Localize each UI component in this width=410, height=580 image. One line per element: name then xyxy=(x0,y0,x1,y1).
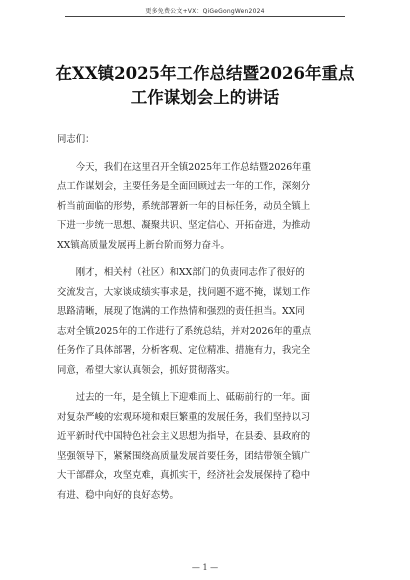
title-line-2: 工作谋划会上的讲话 xyxy=(130,88,280,107)
paragraph-line: 交流发言，大家谈成绩实事求是，找问题不遮不掩，谋划工作 xyxy=(57,286,311,298)
paragraph-3 xyxy=(57,388,357,505)
paragraph-line: XX镇高质量发展再上新台阶而努力奋斗。 xyxy=(57,239,230,251)
paragraph-1 xyxy=(57,158,357,256)
paragraph-line: 大干部群众，攻坚克难，真抓实干，经济社会发展保持了稳中 xyxy=(57,470,311,481)
paragraph-gap xyxy=(57,380,357,388)
paragraph-line: 近平新时代中国特色社会主义思想为指导，在县委、县政府的 xyxy=(57,431,311,442)
paragraph-2 xyxy=(57,263,357,380)
title-line-1: 在XX镇2025年工作总结暨2026年重点 xyxy=(55,64,355,83)
paragraph-line: 对复杂严峻的宏观环境和艰巨繁重的发展任务，我们坚持以习 xyxy=(57,411,311,423)
paragraph-line: 析当前面临的形势，系统部署新一年的目标任务，动员全镇上 xyxy=(57,200,311,212)
document-body xyxy=(57,130,357,505)
paragraph-line: 志对全镇2025年的工作进行了系统总结，并对2026年的重点 xyxy=(57,325,311,337)
paragraph-gap xyxy=(57,255,357,263)
paragraph-line: 下进一步统一思想、凝聚共识、坚定信心、开拓奋进，为推动 xyxy=(57,220,311,231)
paragraph-line: 点工作谋划会，主要任务是全面回顾过去一年的工作，深刻分 xyxy=(57,181,311,192)
paragraph-line: 今天，我们在这里召开全镇2025年工作总结暨2026年重 xyxy=(57,161,311,173)
paragraph-line: 同意，希望大家认真领会，抓好贯彻落实。 xyxy=(57,364,236,376)
paragraph-line: 任务作了具体部署，分析客观、定位精准、措施有力，我完全 xyxy=(57,345,311,356)
header-divider xyxy=(65,16,345,17)
document-title xyxy=(40,62,370,110)
page-number: — 1 — xyxy=(191,563,219,572)
header-note: 更多免费公文+VX：QiGeGongWen2024 xyxy=(145,8,265,15)
paragraph-line: 有进、稳中向好的良好态势。 xyxy=(57,489,179,501)
paragraph-line: 坚强领导下，紧紧围绕高质量发展首要任务，团结带领全镇广 xyxy=(57,450,311,462)
paragraph-line: 过去的一年，是全镇上下迎难而上、砥砺前行的一年。面 xyxy=(57,392,311,403)
paragraph-line: 思路清晰，展现了饱满的工作热情和强烈的责任担当。XX同 xyxy=(57,306,305,317)
salutation: 同志们： xyxy=(57,134,95,145)
paragraph-gap xyxy=(57,150,357,158)
paragraph-line: 刚才，相关村（社区）和XX部门的负责同志作了很好的 xyxy=(57,267,305,278)
